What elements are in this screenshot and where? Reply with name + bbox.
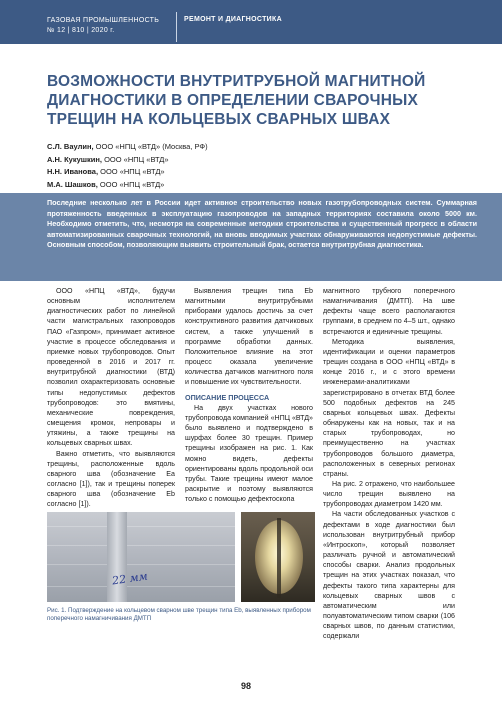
paragraph: Методика выявления, идентификации и оценки параметров трещин создана в ООО «НПЦ «ВТД» в конце 2016 г., и с этого времени инженерами-аналитиками зарегистрировано в отчетах ВТД более 500 подобных дефектов на 245 сварных кольцевых швах. Дефекты обнаружены как на новых, так и на старых трубопроводах, но преимущественно на участках трубопроводов большого диаметра, расположенных в северных регионах страны. [323, 337, 455, 478]
author-affiliation: ООО «НПЦ «ВТД» (Москва, РФ) [93, 142, 208, 151]
article-title: ВОЗМОЖНОСТИ ВНУТРИТРУБНОЙ МАГНИТНОЙ ДИАГНОСТИКИ В ОПРЕДЕЛЕНИИ СВАРОЧНЫХ ТРЕЩИН НА КОЛЬЦЕВЫХ СВАРНЫХ ШВАХ [47, 73, 426, 128]
author-item [47, 141, 347, 154]
paragraph: магнитного трубного поперечного намагничивания (ДМТП). На шве дефекты чаще всего располагаются группами, в среднем по 4–5 шт., однако встречаются и единичные трещины. [323, 287, 455, 336]
surface-streak [47, 586, 235, 587]
author-item [47, 154, 347, 167]
column-1 [47, 286, 175, 509]
surface-streak [47, 564, 235, 565]
surface-streak [47, 526, 235, 527]
handwritten-marking: 22 мм [111, 569, 149, 588]
paragraph: На рис. 2 отражено, что наибольшее число трещин выявлено на трубопроводах диаметром 1420 мм. [323, 479, 455, 509]
figure-caption: Рис. 1. Подтверждение на кольцевом сварном шве трещин типа Eb, выявленных прибором поперечного намагничивания ДМТП [47, 607, 311, 623]
paragraph: Важно отметить, что выявляются трещины, расположенные вдоль сварного шва (обозначение Ea согласно [1]), так и трещины поперек сварного шва (обозначение Eb согласно [1]). [47, 449, 175, 509]
author-name: М.А. Шашков, [47, 179, 98, 189]
column-3 [323, 286, 455, 641]
figure-weld-photo [47, 512, 235, 602]
paragraph: ООО «НПЦ «ВТД», будучи основным исполнителем диагностических работ по линейной части магистральных газопроводов ПАО «Газпром», принимает активное участие в процессе обследования и приемке новых трубопроводов. Опыт проведенной в 2016 и 2017 гг. внутритрубной диагностики (ВТД) позволил охарактеризовать основные типы недопустимых дефектов трубопроводов: это вмятины, механические повреждения, смещения кромок, непровары и утяжины, а также трещины на кольцевых сварных швах. [47, 287, 175, 448]
column-2 [185, 286, 313, 504]
surface-streak [47, 545, 235, 546]
journal-issue: № 12 | 810 | 2020 г. [47, 27, 115, 34]
author-name: А.Н. Кукушкин, [47, 154, 102, 164]
journal-info [47, 16, 159, 36]
section-heading: ОПИСАНИЕ ПРОЦЕССА [185, 392, 270, 402]
author-affiliation: ООО «НПЦ «ВТД» [102, 154, 169, 164]
author-list [47, 141, 347, 191]
paragraph: На двух участках нового трубопровода компанией «НПЦ «ВТД» было выявлено и подтверждено в шурфах более 30 трещин. Пример трещины изображен на рис. 1. Как можно видеть, дефекты ориентированы вдоль продольной оси трубы. Такие трещины имеют малое раскрытие и поэтому выявляются только с помощью дефектоскопа [185, 403, 313, 504]
page-number: 98 [241, 681, 252, 691]
author-affiliation: ООО «НПЦ «ВТД» [98, 167, 165, 176]
figure-pipe-interior-photo [241, 512, 315, 602]
weld-seam [107, 512, 127, 602]
abstract-text: Последние несколько лет в России идет активное строительство новых газотрубопроводных систем. Суммарная протяженность введенных в эксплуатацию газопроводов на западных территориях составила около 5000 км. Необходимо отметить, что, несмотря на современные методики строительства и существенный прогресс в области автоматизированных сварочных технологий, на вновь вводимых участках обнаруживаются недопустимые дефекты. Основным способом, позволяющим выявить строительный брак, остается внутритрубная диагностика. [47, 198, 477, 250]
header-divider [176, 12, 177, 42]
paragraph: На части обследованных участков с дефектами в ходе диагностики был использован внутритрубный прибор «Интроскоп», который позволяет различать ручной и автоматический способы сварки. Анализ продольных трещин на этих участках показал, что дефекты такого типа характерны для кольцевых сварных швов с автоматическим или полуавтоматическим типом сварки (106 сварных швов, по данным статистики, содержали [323, 510, 455, 641]
pipe-seam [277, 518, 281, 598]
author-affiliation: ООО «НПЦ «ВТД» [97, 179, 165, 189]
section-label: РЕМОНТ И ДИАГНОСТИКА [184, 16, 282, 23]
journal-title: ГАЗОВАЯ ПРОМЫШЛЕННОСТЬ [47, 17, 160, 24]
paragraph: Выявления трещин типа Eb магнитными внутритрубными приборами удалось достичь за счет конструктивного развития датчиковых систем, а также улучшений в программе обработки данных. Положительное влияние на этот процесс оказала увеличение количества датчиков магнитного поля и повышение их чувствительности. [185, 287, 313, 387]
author-name: Н.Н. Иванова, [47, 167, 99, 176]
author-name: С.Л. Ваулин, [47, 142, 94, 151]
author-item [47, 166, 347, 179]
author-item [47, 179, 347, 192]
